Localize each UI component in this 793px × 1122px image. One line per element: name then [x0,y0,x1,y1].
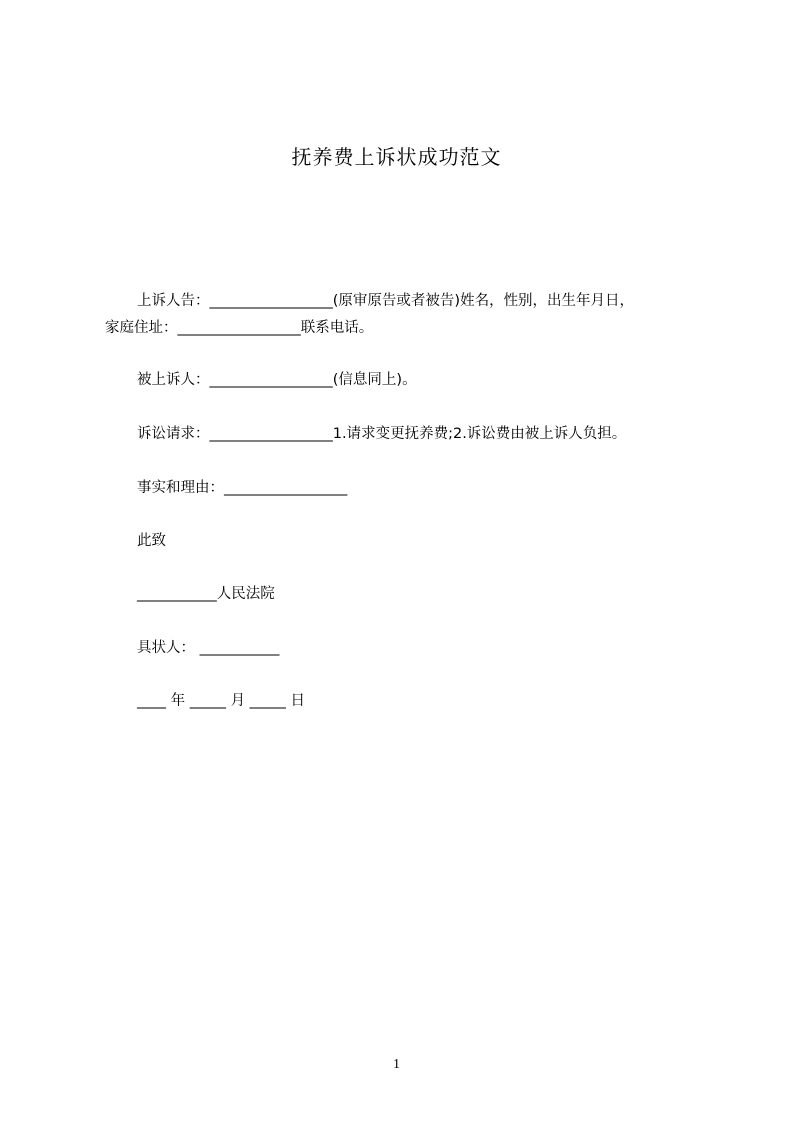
document-title: 抚养费上诉状成功范文 [291,145,502,169]
appellant-line-2: 家庭住址：_________________联系电话。 [105,320,374,336]
signer-line: 具状人： ___________ [137,640,280,656]
facts-line: 事实和理由：_________________ [137,480,348,496]
appellant-line-1: 上诉人告：_________________(原审原告或者被告)姓名，性别，出生年月日， [137,293,635,309]
claims-line: 诉讼请求：_________________1.请求变更抚养费;2.诉讼费由被上诉人负担。 [137,426,627,442]
date-line: ____ 年 _____ 月 _____ 日 [137,693,306,709]
appellee-line: 被上诉人：_________________(信息同上)。 [137,372,417,388]
page-number: 1 [393,1057,400,1072]
salutation-line: 此致 [137,533,166,549]
court-line: ___________人民法院 [137,586,275,602]
